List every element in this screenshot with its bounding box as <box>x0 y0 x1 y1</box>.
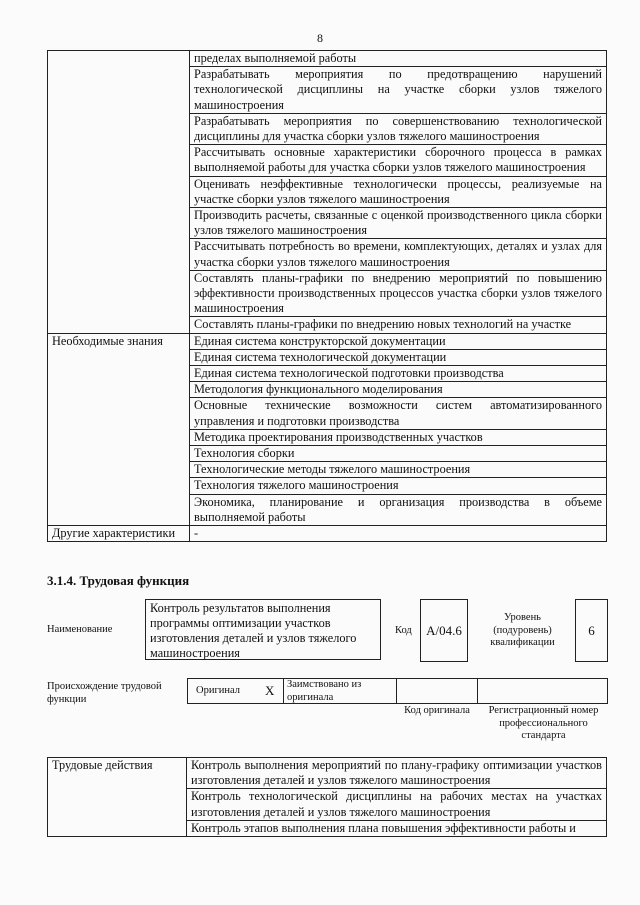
labor-action-item: Контроль технологической дисциплины на рабочих местах на участках изготовления деталей и узлов тяжелого машиностроения <box>187 789 607 820</box>
code-box <box>420 599 468 662</box>
other-characteristics-label: Другие характеристики <box>48 526 190 542</box>
original-label: Оригинал <box>196 685 240 696</box>
skills-knowledge-table <box>47 50 607 542</box>
origin-row <box>187 678 608 704</box>
name-label: Наименование <box>47 624 113 635</box>
skill-item: пределах выполняемой работы <box>190 51 607 67</box>
function-code: A/04.6 <box>426 622 462 638</box>
labor-action-item: Контроль выполнения мероприятий по плану-графику оптимизации участков изготовления деталей и узлов тяжелого машиностроения <box>187 758 607 789</box>
knowledge-item: Единая система технологической подготовки производства <box>190 366 607 382</box>
labor-actions-label: Трудовые действия <box>48 758 187 837</box>
skill-item: Составлять планы-графики по внедрению мероприятий по повышению эффективности производственных процессов участка сборки узлов тяжелого машиностроения <box>190 270 607 317</box>
level-box <box>575 599 608 662</box>
level-label: Уровень (подуровень) квалификации <box>490 612 555 648</box>
skill-item: Рассчитывать потребность во времени, комплектующих, деталях и узлах для участка сборки узлов тяжелого машиностроения <box>190 239 607 270</box>
skill-item: Составлять планы-графики по внедрению новых технологий на участке <box>190 317 607 333</box>
function-name: Контроль результатов выполнения программы оптимизации участков изготовления деталей и узлов тяжелого машиностроения <box>150 601 357 660</box>
borrowed-cell <box>283 679 397 703</box>
code-label: Код <box>395 625 412 636</box>
function-name-box <box>145 599 381 660</box>
table-row <box>48 758 607 789</box>
qualification-level: 6 <box>588 622 595 638</box>
skill-item: Оценивать неэффективные технологически процессы, реализуемые на участке сборки узлов тяжелого машиностроения <box>190 176 607 207</box>
section-heading: 3.1.4. Трудовая функция <box>47 573 190 588</box>
knowledge-item: Технологические методы тяжелого машиностроения <box>190 462 607 478</box>
table-row <box>48 51 607 67</box>
reg-number-caption: Регистрационный номер профессионального стандарта <box>488 705 599 741</box>
skill-item: Производить расчеты, связанные с оценкой производственного цикла сборки узлов тяжелого машиностроения <box>190 208 607 239</box>
knowledge-item: Технология тяжелого машиностроения <box>190 478 607 494</box>
original-cell <box>188 679 284 703</box>
knowledge-item: Экономика, планирование и организация производства в объеме выполняемой работы <box>190 494 607 525</box>
skill-item: Рассчитывать основные характеристики сборочного процесса в рамках выполняемой работы для участка сборки узлов тяжелого машиностроения <box>190 145 607 176</box>
page-number: 8 <box>317 31 323 45</box>
skills-label-cell <box>48 51 190 334</box>
origin-label: Происхождение трудовой функции <box>47 681 162 705</box>
code-original-caption: Код оригинала <box>404 705 470 716</box>
table-row <box>48 526 607 542</box>
table-row <box>48 333 607 349</box>
labor-actions-table <box>47 757 607 837</box>
knowledge-item: Технология сборки <box>190 446 607 462</box>
borrowed-label: Заимствовано из оригинала <box>287 679 362 703</box>
labor-action-item: Контроль этапов выполнения плана повышения эффективности работы и <box>187 820 607 836</box>
original-mark: X <box>265 683 275 698</box>
knowledge-item: Методология функционального моделирования <box>190 382 607 398</box>
other-characteristics-value: - <box>190 526 607 542</box>
knowledge-item: Единая система технологической документации <box>190 349 607 365</box>
knowledge-label: Необходимые знания <box>48 333 190 525</box>
code-original-cell <box>397 679 478 703</box>
knowledge-item: Единая система конструкторской документации <box>190 333 607 349</box>
skill-item: Разрабатывать мероприятия по совершенствованию технологической дисциплины для участка сборки узлов тяжелого машиностроения <box>190 113 607 144</box>
knowledge-item: Основные технические возможности систем автоматизированного управления и подготовки производства <box>190 398 607 429</box>
knowledge-item: Методика проектирования производственных участков <box>190 429 607 445</box>
skill-item: Разрабатывать мероприятия по предотвращению нарушений технологической дисциплины на участке сборки узлов тяжелого машиностроения <box>190 67 607 114</box>
